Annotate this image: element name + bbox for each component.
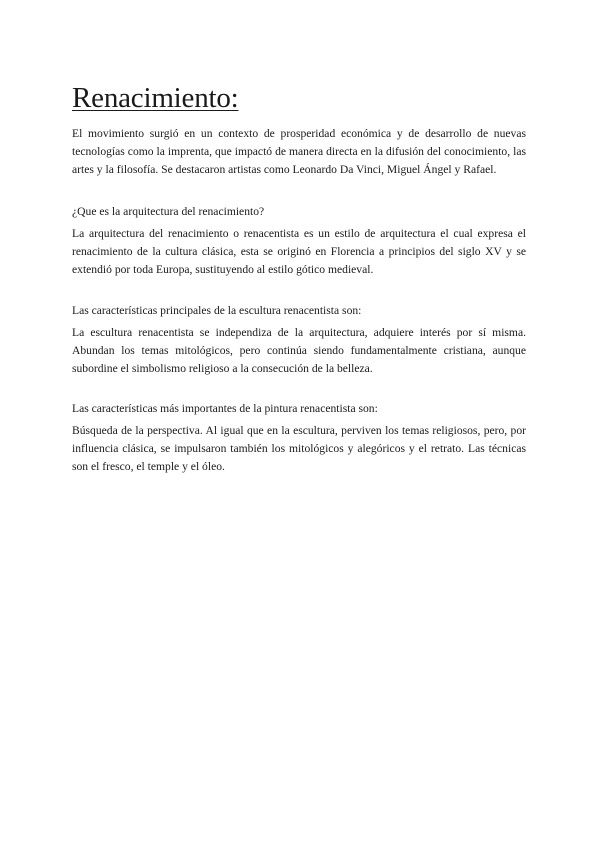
intro-paragraph: El movimiento surgió en un contexto de prosperidad económica y de desarrollo de nuevas tecnologías como la imprenta, que impactó de manera directa en la difusión del conocimiento, las artes y la filosofía. Se destacaron artistas como Leonardo Da Vinci, Miguel Ángel y Rafael.: [72, 127, 526, 177]
section-heading: Las características principales de la escultura renacentista son:: [72, 303, 362, 317]
section-sculpture: [72, 302, 526, 378]
section-painting: [72, 400, 526, 476]
section-body: Búsqueda de la perspectiva. Al igual que en la escultura, perviven los temas religiosos, pero, por influencia clásica, se impulsaron también los mitológicos y alegóricos y el retrato. Las técnicas son el fresco, el temple y el óleo.: [72, 423, 526, 474]
section-architecture: [72, 203, 526, 279]
section-heading: ¿Que es la arquitectura del renacimiento?: [72, 205, 265, 219]
section-body: La escultura renacentista se independiza de la arquitectura, adquiere interés por sí misma. Abundan los temas mitológicos, pero continúa siendo fundamentalmente cristiana, aunque subordine el simbolismo religioso a la consecución de la belleza.: [72, 325, 526, 375]
document-title: Renacimiento:: [72, 82, 239, 114]
section-body: La arquitectura del renacimiento o renacentista es un estilo de arquitectura el cual expresa el renacimiento de la cultura clásica, esta se originó en Florencia a principios del siglo XV y se extendió por toda Europa, sustituyendo al estilo gótico medieval.: [72, 227, 526, 277]
section-heading: Las características más importantes de la pintura renacentista son:: [72, 401, 378, 415]
document-page: [72, 80, 526, 476]
